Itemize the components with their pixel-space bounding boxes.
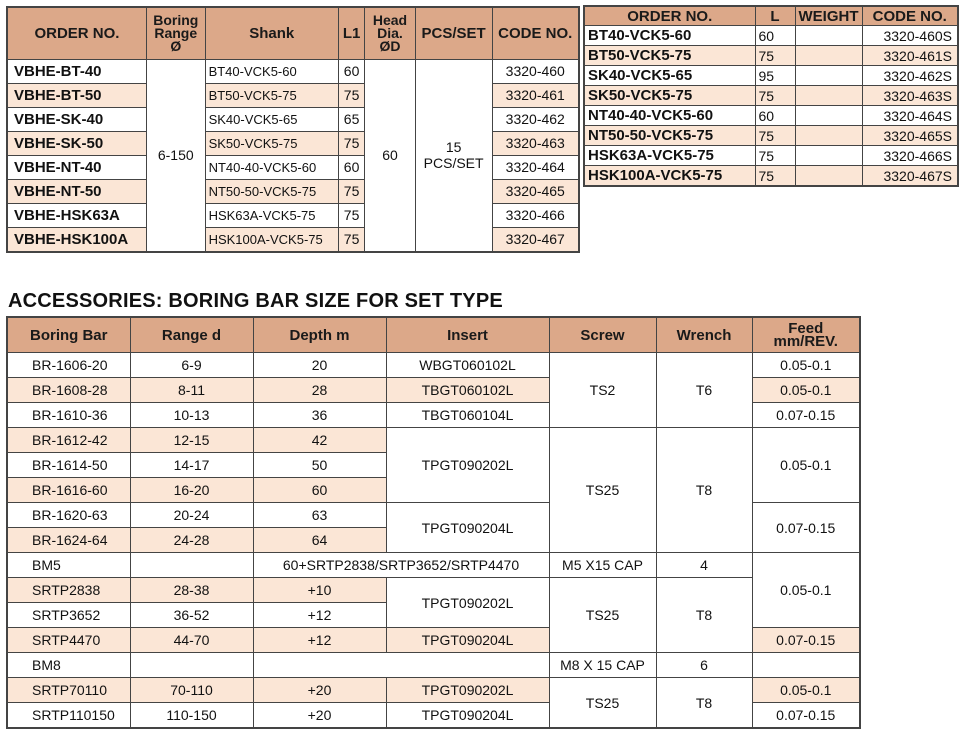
acc-range: 10-13 — [130, 403, 253, 428]
set-code-no: 3320-463 — [492, 131, 579, 155]
acc-feed: 0.05-0.1 — [752, 378, 860, 403]
acc-feed: 0.07-0.15 — [752, 628, 860, 653]
set-order-no: VBHE-BT-50 — [7, 83, 146, 107]
acc-wrench: T6 — [656, 353, 752, 428]
spare-weight — [795, 146, 862, 166]
acc-boring-bar: SRTP4470 — [7, 628, 130, 653]
acc-depth: +12 — [253, 628, 386, 653]
acc-feed: 0.05-0.1 — [752, 353, 860, 378]
accessories-heading: ACCESSORIES: BORING BAR SIZE FOR SET TYPE — [8, 290, 503, 312]
set-order-no: VBHE-SK-50 — [7, 131, 146, 155]
spare-row — [584, 46, 958, 66]
spare-shank-table — [583, 5, 959, 187]
spare-order-no: HSK63A-VCK5-75 — [584, 146, 755, 166]
spare-weight — [795, 166, 862, 187]
set-order-no: VBHE-HSK100A — [7, 227, 146, 252]
spare-col-weight: WEIGHT — [795, 6, 862, 26]
set-l1: 60 — [338, 59, 364, 83]
acc-boring-bar: BR-1616-60 — [7, 478, 130, 503]
set-pcs-set: 15 PCS/SET — [415, 59, 492, 252]
spare-l: 75 — [755, 166, 795, 187]
set-shank: SK50-VCK5-75 — [205, 131, 338, 155]
acc-insert: TBGT060104L — [386, 403, 549, 428]
acc-boring-bar: BR-1612-42 — [7, 428, 130, 453]
acc-col-range: Range d — [130, 317, 253, 353]
set-row — [7, 203, 579, 227]
acc-row — [7, 353, 860, 378]
set-col-shank: Shank — [205, 7, 338, 59]
set-code-no: 3320-464 — [492, 155, 579, 179]
acc-wrench: T8 — [656, 578, 752, 653]
set-code-no: 3320-462 — [492, 107, 579, 131]
acc-insert: TPGT090202L — [386, 678, 549, 703]
set-code-no: 3320-467 — [492, 227, 579, 252]
acc-depth: 42 — [253, 428, 386, 453]
acc-wrench: T8 — [656, 428, 752, 553]
set-code-no: 3320-466 — [492, 203, 579, 227]
acc-feed: 0.07-0.15 — [752, 403, 860, 428]
spare-code-no: 3320-462S — [862, 66, 958, 86]
acc-depth: 36 — [253, 403, 386, 428]
set-col-order-no: ORDER NO. — [7, 7, 146, 59]
spare-code-no: 3320-460S — [862, 26, 958, 46]
spare-l: 95 — [755, 66, 795, 86]
spare-order-no: NT50-50-VCK5-75 — [584, 126, 755, 146]
acc-boring-bar: SRTP70110 — [7, 678, 130, 703]
acc-boring-bar: BR-1624-64 — [7, 528, 130, 553]
set-col-head-dia: Head Dia. ØD — [365, 7, 416, 59]
acc-boring-bar: BM8 — [7, 653, 130, 678]
acc-boring-bar: SRTP110150 — [7, 703, 130, 729]
set-shank: BT50-VCK5-75 — [205, 83, 338, 107]
acc-screw: TS25 — [549, 428, 656, 553]
set-row — [7, 179, 579, 203]
acc-col-wrench: Wrench — [656, 317, 752, 353]
spare-row — [584, 166, 958, 187]
set-table — [6, 6, 580, 253]
acc-range — [130, 653, 253, 678]
set-shank: NT40-40-VCK5-60 — [205, 155, 338, 179]
acc-depth: 64 — [253, 528, 386, 553]
spare-code-no: 3320-464S — [862, 106, 958, 126]
acc-row — [7, 428, 860, 453]
spare-order-no: BT50-VCK5-75 — [584, 46, 755, 66]
acc-range: 12-15 — [130, 428, 253, 453]
acc-col-feed: Feed mm/REV. — [752, 317, 860, 353]
set-row — [7, 227, 579, 252]
acc-feed: 0.05-0.1 — [752, 428, 860, 503]
set-row — [7, 83, 579, 107]
acc-range: 24-28 — [130, 528, 253, 553]
acc-boring-bar: BR-1610-36 — [7, 403, 130, 428]
acc-range: 36-52 — [130, 603, 253, 628]
spare-code-no: 3320-466S — [862, 146, 958, 166]
acc-insert: TPGT090204L — [386, 703, 549, 729]
spare-row — [584, 106, 958, 126]
set-l1: 75 — [338, 227, 364, 252]
acc-row — [7, 553, 860, 578]
acc-wrench: 4 — [656, 553, 752, 578]
set-col-boring-range: Boring Range Ø — [146, 7, 205, 59]
acc-range: 16-20 — [130, 478, 253, 503]
acc-insert: TPGT090204L — [386, 628, 549, 653]
acc-boring-bar: BM5 — [7, 553, 130, 578]
acc-feed: 0.05-0.1 — [752, 678, 860, 703]
acc-range: 70-110 — [130, 678, 253, 703]
acc-insert: TPGT090202L — [386, 428, 549, 503]
set-l1: 75 — [338, 203, 364, 227]
set-boring-range: 6-150 — [146, 59, 205, 252]
spare-weight — [795, 106, 862, 126]
spare-weight — [795, 46, 862, 66]
set-l1: 60 — [338, 155, 364, 179]
acc-boring-bar: BR-1608-28 — [7, 378, 130, 403]
acc-range — [130, 553, 253, 578]
spare-row — [584, 126, 958, 146]
spare-weight — [795, 66, 862, 86]
spare-code-no: 3320-467S — [862, 166, 958, 187]
acc-range: 110-150 — [130, 703, 253, 729]
acc-range: 28-38 — [130, 578, 253, 603]
acc-col-insert: Insert — [386, 317, 549, 353]
spare-row — [584, 86, 958, 106]
spare-weight — [795, 26, 862, 46]
spare-row — [584, 26, 958, 46]
set-order-no: VBHE-SK-40 — [7, 107, 146, 131]
acc-wrench: 6 — [656, 653, 752, 678]
set-code-no: 3320-461 — [492, 83, 579, 107]
acc-col-screw: Screw — [549, 317, 656, 353]
set-row — [7, 155, 579, 179]
acc-depth: +10 — [253, 578, 386, 603]
set-code-no: 3320-465 — [492, 179, 579, 203]
spare-weight — [795, 86, 862, 106]
spare-l: 60 — [755, 26, 795, 46]
set-col-pcs-set: PCS/SET — [415, 7, 492, 59]
set-row — [7, 107, 579, 131]
spare-l: 75 — [755, 146, 795, 166]
accessories-table — [6, 316, 861, 729]
spare-code-no: 3320-463S — [862, 86, 958, 106]
acc-depth: +20 — [253, 678, 386, 703]
set-shank: HSK63A-VCK5-75 — [205, 203, 338, 227]
acc-feed: 0.07-0.15 — [752, 703, 860, 729]
acc-range: 6-9 — [130, 353, 253, 378]
acc-depth: 50 — [253, 453, 386, 478]
acc-screw: M8 X 15 CAP — [549, 653, 656, 678]
spare-l: 75 — [755, 46, 795, 66]
set-col-code-no: CODE NO. — [492, 7, 579, 59]
acc-screw: TS25 — [549, 578, 656, 653]
acc-depth — [253, 653, 549, 678]
acc-col-depth: Depth m — [253, 317, 386, 353]
acc-wrench: T8 — [656, 678, 752, 729]
acc-depth: +12 — [253, 603, 386, 628]
spare-weight — [795, 126, 862, 146]
acc-screw: TS25 — [549, 678, 656, 729]
spare-row — [584, 66, 958, 86]
set-row — [7, 131, 579, 155]
spare-l: 60 — [755, 106, 795, 126]
spare-col-order-no: ORDER NO. — [584, 6, 755, 26]
set-l1: 65 — [338, 107, 364, 131]
acc-depth: 28 — [253, 378, 386, 403]
acc-range: 44-70 — [130, 628, 253, 653]
set-order-no: VBHE-BT-40 — [7, 59, 146, 83]
spare-code-no: 3320-461S — [862, 46, 958, 66]
acc-range: 14-17 — [130, 453, 253, 478]
spare-col-l: L — [755, 6, 795, 26]
spare-l: 75 — [755, 126, 795, 146]
acc-depth: 20 — [253, 353, 386, 378]
set-order-no: VBHE-HSK63A — [7, 203, 146, 227]
acc-boring-bar: BR-1614-50 — [7, 453, 130, 478]
acc-feed — [752, 653, 860, 678]
set-shank: NT50-50-VCK5-75 — [205, 179, 338, 203]
spare-row — [584, 146, 958, 166]
set-row — [7, 59, 579, 83]
acc-depth: 60+SRTP2838/SRTP3652/SRTP4470 — [253, 553, 549, 578]
acc-insert: WBGT060102L — [386, 353, 549, 378]
acc-boring-bar: BR-1606-20 — [7, 353, 130, 378]
acc-row — [7, 653, 860, 678]
acc-depth: 60 — [253, 478, 386, 503]
set-code-no: 3320-460 — [492, 59, 579, 83]
acc-range: 8-11 — [130, 378, 253, 403]
spare-order-no: SK50-VCK5-75 — [584, 86, 755, 106]
acc-screw: M5 X15 CAP — [549, 553, 656, 578]
spare-order-no: BT40-VCK5-60 — [584, 26, 755, 46]
acc-insert: TBGT060102L — [386, 378, 549, 403]
spare-order-no: SK40-VCK5-65 — [584, 66, 755, 86]
acc-depth: +20 — [253, 703, 386, 729]
acc-row — [7, 678, 860, 703]
set-shank: HSK100A-VCK5-75 — [205, 227, 338, 252]
acc-col-boring-bar: Boring Bar — [7, 317, 130, 353]
acc-depth: 63 — [253, 503, 386, 528]
acc-insert: TPGT090204L — [386, 503, 549, 553]
spare-order-no: NT40-40-VCK5-60 — [584, 106, 755, 126]
acc-boring-bar: BR-1620-63 — [7, 503, 130, 528]
set-order-no: VBHE-NT-50 — [7, 179, 146, 203]
set-l1: 75 — [338, 131, 364, 155]
set-col-l1: L1 — [338, 7, 364, 59]
spare-col-code-no: CODE NO. — [862, 6, 958, 26]
spare-code-no: 3320-465S — [862, 126, 958, 146]
spare-order-no: HSK100A-VCK5-75 — [584, 166, 755, 187]
acc-feed: 0.07-0.15 — [752, 503, 860, 553]
acc-row — [7, 578, 860, 603]
acc-boring-bar: SRTP3652 — [7, 603, 130, 628]
acc-insert: TPGT090202L — [386, 578, 549, 628]
set-shank: BT40-VCK5-60 — [205, 59, 338, 83]
set-order-no: VBHE-NT-40 — [7, 155, 146, 179]
set-head-dia: 60 — [365, 59, 416, 252]
spare-l: 75 — [755, 86, 795, 106]
set-l1: 75 — [338, 179, 364, 203]
acc-feed: 0.05-0.1 — [752, 553, 860, 628]
acc-range: 20-24 — [130, 503, 253, 528]
acc-screw: TS2 — [549, 353, 656, 428]
acc-boring-bar: SRTP2838 — [7, 578, 130, 603]
set-l1: 75 — [338, 83, 364, 107]
set-shank: SK40-VCK5-65 — [205, 107, 338, 131]
